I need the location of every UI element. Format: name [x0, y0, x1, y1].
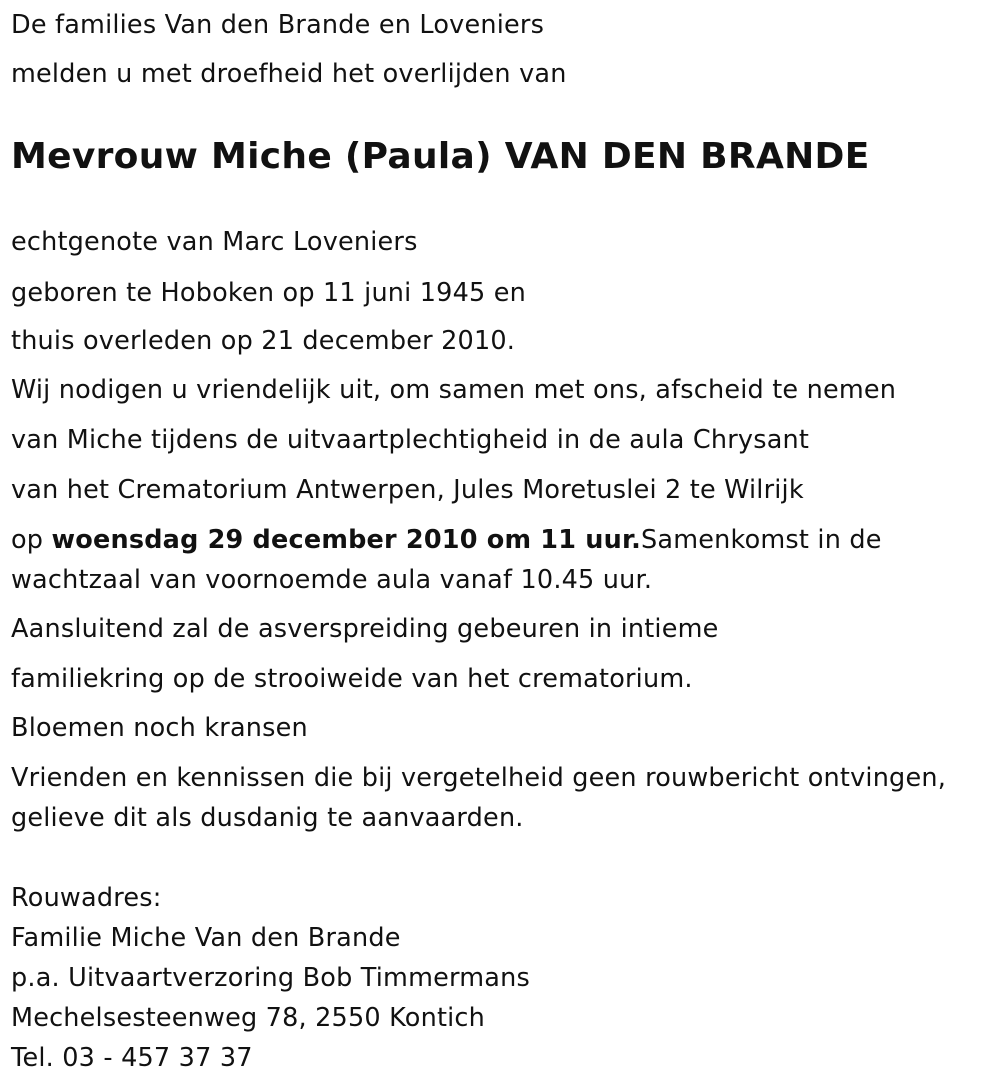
ceremony-datetime: woensdag 29 december 2010 om 11 uur.: [51, 525, 642, 555]
intro-line-1: De families Van den Brande en Loveniers: [11, 10, 545, 40]
address-line-2: p.a. Uitvaartverzoring Bob Timmermans: [11, 963, 530, 993]
address-line-3: Mechelsesteenweg 78, 2550 Kontich: [11, 1003, 486, 1033]
spouse-line: echtgenote van Marc Loveniers: [11, 227, 418, 257]
death-line: thuis overleden op 21 december 2010.: [11, 326, 516, 356]
invitation-line-3: van het Crematorium Antwerpen, Jules Moretuslei 2 te Wilrijk: [11, 475, 804, 505]
scattering-line-2: familiekring op de strooiweide van het crematorium.: [11, 664, 693, 694]
birth-line: geboren te Hoboken op 11 juni 1945 en: [11, 278, 527, 308]
ceremony-gathering: Samenkomst in de: [641, 525, 882, 555]
ceremony-prefix: op: [11, 525, 52, 555]
address-line-1: Familie Miche Van den Brande: [11, 923, 401, 953]
ceremony-gathering-cont: wachtzaal van voornoemde aula vanaf 10.45 uur.: [11, 565, 653, 595]
friends-line-2: gelieve dit als dusdanig te aanvaarden.: [11, 803, 524, 833]
ceremony-line: [11, 525, 882, 555]
intro-line-2: melden u met droefheid het overlijden van: [11, 59, 567, 89]
phone-line: Tel. 03 - 457 37 37: [11, 1043, 253, 1073]
address-heading: Rouwadres:: [11, 883, 162, 913]
no-flowers-line: Bloemen noch kransen: [11, 713, 308, 743]
scattering-line-1: Aansluitend zal de asverspreiding gebeuren in intieme: [11, 614, 719, 644]
friends-line-1: Vrienden en kennissen die bij vergetelheid geen rouwbericht ontvingen,: [11, 763, 947, 793]
invitation-line-1: Wij nodigen u vriendelijk uit, om samen met ons, afscheid te nemen: [11, 375, 897, 405]
invitation-line-2: van Miche tijdens de uitvaartplechtigheid in de aula Chrysant: [11, 425, 810, 455]
deceased-name: Mevrouw Miche (Paula) VAN DEN BRANDE: [11, 136, 870, 177]
